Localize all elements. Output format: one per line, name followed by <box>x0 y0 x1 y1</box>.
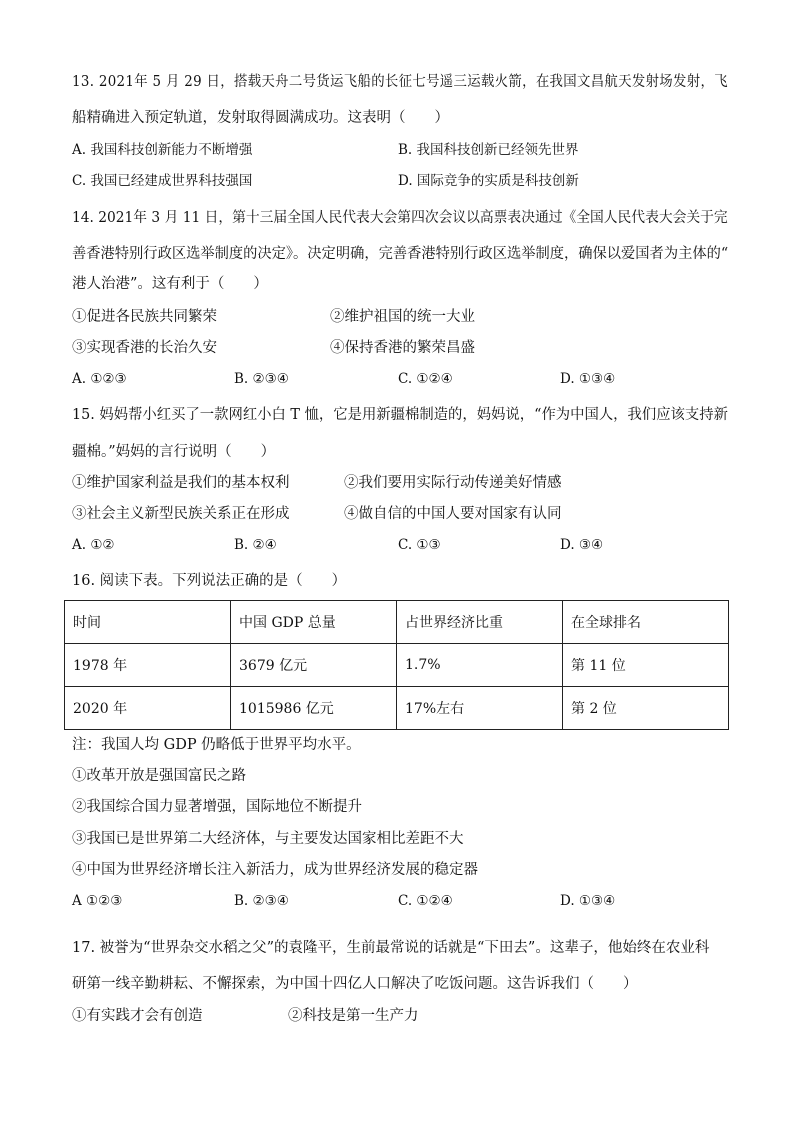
q15-item-1: ①维护国家利益是我们的基本权利 <box>72 475 290 491</box>
q15-option-a: A. ①② <box>72 537 115 553</box>
q16-item-4: ④中国为世界经济增长注入新活力，成为世界经济发展的稳定器 <box>72 862 478 878</box>
q13-option-c: C. 我国已经建成世界科技强国 <box>72 173 253 189</box>
q13-option-d: D. 国际竞争的实质是科技创新 <box>398 173 579 189</box>
table-row <box>65 687 729 730</box>
table-cell: 第 11 位 <box>563 644 729 687</box>
q13-option-b: B. 我国科技创新已经领先世界 <box>398 142 579 158</box>
table-cell: 2020 年 <box>65 687 231 730</box>
q15-option-b: B. ②④ <box>234 537 277 553</box>
q17-stem-line1: 17. 被誉为“世界杂交水稻之父”的袁隆平，生前最常说的话就是“下田去”。这辈子，他始终在农业科 <box>72 940 710 956</box>
q16-item-2: ②我国综合国力显著增强，国际地位不断提升 <box>72 799 362 815</box>
q16-stem: 16. 阅读下表。下列说法正确的是（ ） <box>72 573 347 589</box>
q16-option-c: C. ①②④ <box>398 893 453 909</box>
q15-item-2: ②我们要用实际行动传递美好情感 <box>344 475 562 491</box>
q14-option-d: D. ①③④ <box>560 371 616 387</box>
q14-item-2: ②维护祖国的统一大业 <box>330 309 475 325</box>
q15-item-4: ④做自信的中国人要对国家有认同 <box>344 506 562 522</box>
q16-option-a: A ①②③ <box>72 893 123 909</box>
q14-option-a: A. ①②③ <box>72 371 127 387</box>
q14-item-3: ③实现香港的长治久安 <box>72 340 217 356</box>
table-header-cell: 占世界经济比重 <box>397 601 563 644</box>
q17-stem-line2: 研第一线辛勤耕耘、不懈探索，为中国十四亿人口解决了吃饭问题。这告诉我们（ ） <box>72 976 638 992</box>
q17-item-2: ②科技是第一生产力 <box>288 1008 419 1024</box>
table-cell: 1.7% <box>397 644 563 687</box>
q13-stem-line2: 船精确进入预定轨道，发射取得圆满成功。这表明（ ） <box>72 110 449 126</box>
q16-item-1: ①改革开放是强国富民之路 <box>72 768 246 784</box>
table-cell: 3679 亿元 <box>231 644 397 687</box>
table-header-row <box>65 601 729 644</box>
q13-option-a: A. 我国科技创新能力不断增强 <box>72 142 253 158</box>
q14-stem-line3: 港人治港”。这有利于（ ） <box>72 276 268 292</box>
table-cell: 1978 年 <box>65 644 231 687</box>
q13-stem-line1: 13. 2021年 5 月 29 日，搭载天舟二号货运飞船的长征七号遥三运载火箭，在我国文昌航天发射场发射，飞 <box>72 74 728 90</box>
table-header-cell: 时间 <box>65 601 231 644</box>
q14-item-1: ①促进各民族共同繁荣 <box>72 309 217 325</box>
table-cell: 1015986 亿元 <box>231 687 397 730</box>
q14-stem-line1: 14. 2021年 3 月 11 日，第十三届全国人民代表大会第四次会议以高票表决通过《全国人民代表大会关于完 <box>72 210 728 226</box>
q16-note: 注：我国人均 GDP 仍略低于世界平均水平。 <box>72 737 361 753</box>
gdp-table <box>64 600 729 730</box>
q15-option-d: D. ③④ <box>560 537 604 553</box>
q16-option-d: D. ①③④ <box>560 893 616 909</box>
table-header-cell: 在全球排名 <box>563 601 729 644</box>
q16-option-b: B. ②③④ <box>234 893 289 909</box>
q15-option-c: C. ①③ <box>398 537 441 553</box>
table-cell: 第 2 位 <box>563 687 729 730</box>
q14-item-4: ④保持香港的繁荣昌盛 <box>330 340 475 356</box>
q14-option-c: C. ①②④ <box>398 371 453 387</box>
q17-item-1: ①有实践才会有创造 <box>72 1008 203 1024</box>
q15-stem-line1: 15. 妈妈帮小红买了一款网红小白 T 恤，它是用新疆棉制造的，妈妈说，“作为中国人，我们应该支持新 <box>72 407 728 423</box>
table-cell: 17%左右 <box>397 687 563 730</box>
q16-item-3: ③我国已是世界第二大经济体，与主要发达国家相比差距不大 <box>72 831 464 847</box>
table-header-cell: 中国 GDP 总量 <box>231 601 397 644</box>
q15-item-3: ③社会主义新型民族关系正在形成 <box>72 506 290 522</box>
q14-stem-line2: 善香港特别行政区选举制度的决定》。决定明确，完善香港特别行政区选举制度，确保以爱国者为主体的“ <box>72 246 729 262</box>
q14-option-b: B. ②③④ <box>234 371 289 387</box>
table-row <box>65 644 729 687</box>
q15-stem-line2: 疆棉。”妈妈的言行说明（ ） <box>72 444 276 460</box>
